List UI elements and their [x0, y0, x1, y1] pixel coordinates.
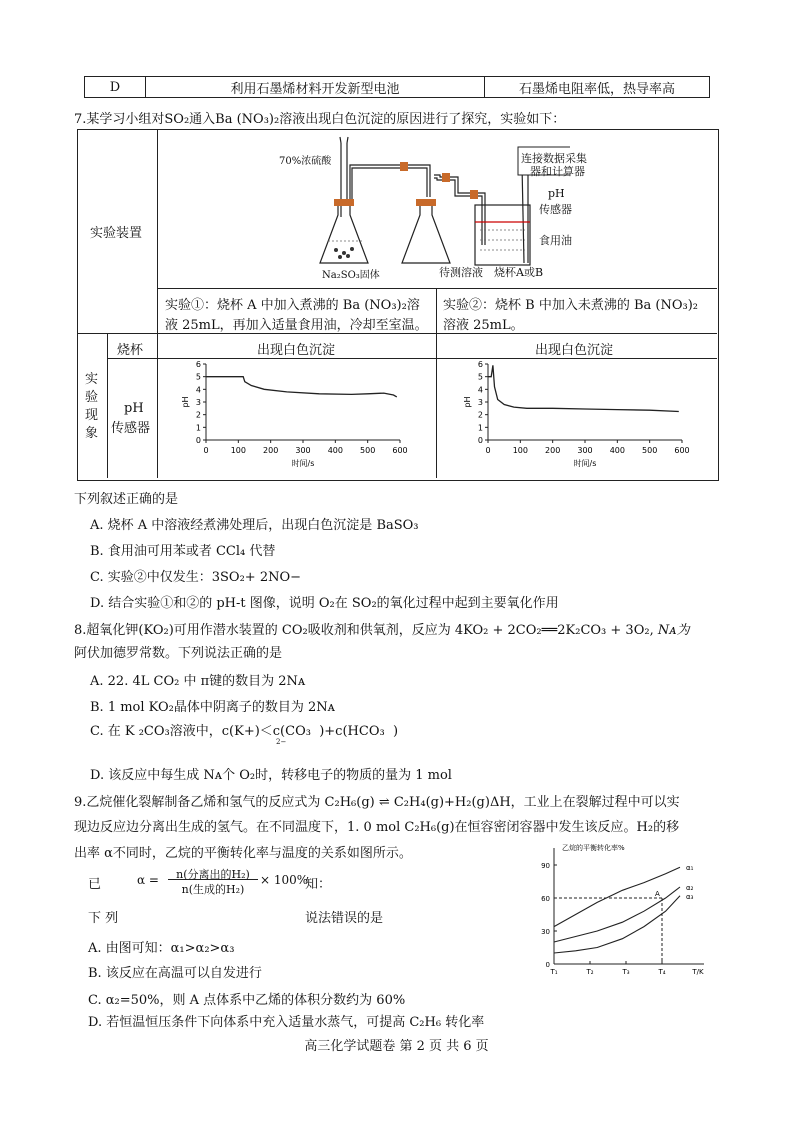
conversion-chart [530, 838, 715, 978]
q7-stem: 7.某学习小组对SO₂通入Ba (NO₃)₂溶液出现白色沉淀的原因进行了探究，实验如下： [74, 112, 566, 127]
y-tick-label: 90 [541, 862, 550, 870]
y-axis-label: pH [181, 396, 190, 408]
q9-option-c: C. α₂=50%，则 A 点体系中乙烯的体积分数约为 60% [88, 993, 406, 1008]
phen-label-3: 现 [85, 408, 99, 423]
series-line [488, 365, 679, 411]
formula-tail: × 100% [260, 873, 309, 887]
sensor-label-1: pH [124, 401, 144, 416]
formula-num: n(分离出的H₂) [176, 868, 250, 881]
point-a-label: A [655, 890, 660, 898]
collector-label-2: 器和计算器 [530, 165, 585, 178]
x-axis-label: 时间/s [291, 459, 315, 468]
x-tick-label: 200 [263, 446, 279, 455]
x-tick-label: 200 [545, 446, 561, 455]
y-tick-label: 4 [477, 385, 483, 395]
x-tick-label: T₃ [622, 968, 630, 976]
y-tick-label: 1 [195, 423, 201, 433]
x-tick-label: 300 [577, 446, 593, 455]
oil-label: 食用油 [539, 234, 572, 247]
beaker-col-label: 烧杯 [117, 343, 144, 358]
ph-chart-b [462, 358, 702, 476]
q8-option-c-sup: 2− [276, 738, 287, 746]
phen-label-1: 实 [85, 372, 99, 387]
q7-option-b: B. 食用油可用苯或者 CCl₄ 代替 [90, 544, 276, 559]
q8-option-d: D. 该反应中每生成 Nᴀ个 O₂时，转移电子的物质的量为 1 mol [90, 768, 452, 783]
y-tick-label: 2 [195, 410, 201, 420]
q9-question-post: 说法错误的是 [305, 911, 384, 926]
x-tick-label: 400 [327, 446, 343, 455]
y-tick-label: 5 [477, 372, 483, 382]
q7-option-a: A. 烧杯 A 中溶液经煮沸处理后，出现白色沉淀是 BaSO₃ [90, 518, 419, 533]
x-tick-label: 600 [674, 446, 690, 455]
beaker-ab-label: 烧杯A或B [494, 266, 544, 279]
ph-label-1: pH [548, 187, 565, 200]
x-tick-label: 600 [392, 446, 408, 455]
y-tick-label: 5 [195, 372, 201, 382]
sensor-label-2: 传感器 [111, 421, 151, 436]
x-tick-label: T₁ [550, 968, 558, 976]
q9-option-b: B. 该反应在高温可以自发进行 [88, 966, 262, 981]
known-pre: 已 [88, 877, 102, 892]
x-tick-label: T/K [692, 968, 704, 976]
option-table-row-d [84, 76, 710, 98]
y-tick-label: 3 [477, 398, 483, 407]
x-axis-label: 时间/s [573, 459, 597, 468]
q9-stem-2: 现边反应边分离出生成的氢气。在不同温度下，1. 0 mol C₂H₆(g)在恒容密闭容器中发生该反应。H₂的移 [74, 820, 680, 835]
ph-chart-a [180, 358, 420, 476]
exp2-line2: 溶液 25mL。 [443, 318, 524, 333]
formula-den: n(生成的H₂) [181, 883, 245, 896]
q8-option-b: B. 1 mol KO₂晶体中阴离子的数目为 2Nᴀ [90, 700, 336, 715]
apparatus-label: 实验装置 [90, 226, 143, 241]
q7-option-d: D. 结合实验①和②的 pH-t 图像，说明 O₂在 SO₂的氧化过程中起到主要氧化作用 [90, 596, 559, 611]
solution-label: 待测溶液 [439, 266, 483, 279]
page-footer: 高三化学试题卷 第 2 页 共 6 页 [304, 1039, 489, 1054]
row-reason: 石墨烯电阻率低，热导率高 [485, 77, 710, 98]
ph-label-2: 传感器 [539, 203, 572, 216]
phen-label-4: 象 [85, 426, 99, 441]
row-content: 利用石墨烯材料开发新型电池 [146, 77, 485, 98]
q9-option-d: D. 若恒温恒压条件下向体系中充入适量水蒸气，可提高 C₂H₆ 转化率 [88, 1015, 485, 1030]
q8-stem-1: 8.超氧化钾(KO₂)可用作潜水装置的 CO₂吸收剂和供氧剂，反应为 4KO₂ + 2CO₂══2K₂CO₃ + 3O₂, Nᴀ为 [74, 623, 690, 638]
exp2-line1: 实验②：烧杯 B 中加入未煮沸的 Ba (NO₃)₂ [443, 298, 698, 313]
phen-label-2: 验 [85, 390, 99, 405]
row-label: D [85, 77, 146, 98]
y-tick-label: 1 [477, 423, 483, 433]
q8-option-a: A. 22. 4L CO₂ 中 π键的数目为 2Nᴀ [90, 674, 306, 689]
result-b: 出现白色沉淀 [535, 343, 614, 358]
x-tick-label: 100 [230, 446, 246, 455]
series-label-2: α₂ [686, 884, 694, 892]
x-tick-label: 0 [485, 446, 491, 455]
x-tick-label: 0 [203, 446, 209, 455]
y-tick-label: 0 [545, 961, 550, 969]
y-tick-label: 0 [195, 436, 201, 445]
exp1-line1: 实验①：烧杯 A 中加入煮沸的 Ba (NO₃)₂溶 [165, 298, 420, 313]
y-tick-label: 6 [477, 360, 483, 369]
series-label-1: α₁ [686, 864, 694, 873]
formula-lhs: α = [137, 873, 159, 887]
q9-stem-1: 9.乙烷催化裂解制备乙烯和氢气的反应式为 C₂H₆(g) ⇌ C₂H₄(g)+H₂(g)ΔH，工业上在裂解过程中可以实 [74, 795, 680, 810]
q7-question: 下列叙述正确的是 [74, 492, 179, 507]
x-tick-label: 500 [642, 446, 658, 455]
series-label-3: α₃ [686, 892, 694, 901]
exp1-line2: 液 25mL，再加入适量食用油，冷却至室温。 [165, 318, 428, 333]
q7-option-c: C. 实验②中仅发生：3SO₂+ 2NO− [90, 570, 302, 585]
q8-stem-2: 阿伏加德罗常数。下列说法正确的是 [74, 646, 283, 661]
solid-label: Na₂SO₃固体 [322, 270, 380, 281]
collector-label-1: 连接数据采集 [521, 152, 587, 165]
known-post: 知： [305, 877, 332, 892]
x-tick-label: 300 [295, 446, 311, 455]
series-line-1 [554, 867, 680, 926]
q9-stem-3: 出率 α不同时，乙烷的平衡转化率与温度的关系如图所示。 [74, 846, 412, 861]
series-line [206, 377, 397, 397]
result-a: 出现白色沉淀 [257, 343, 336, 358]
q9-question-pre: 下 列 [88, 911, 119, 926]
x-tick-label: 400 [609, 446, 625, 455]
y-axis-label: pH [463, 396, 472, 408]
acid-label: 70%浓硫酸 [279, 156, 332, 167]
x-tick-label: T₂ [586, 968, 594, 976]
y-tick-label: 3 [195, 398, 201, 407]
q8-option-c: C. 在 K ₂CO₃溶液中，c(K+)＜c(CO₃ )+c(HCO₃ ) [90, 724, 399, 739]
x-tick-label: 100 [512, 446, 528, 455]
y-tick-label: 2 [477, 410, 483, 420]
q9-option-a: A. 由图可知：α₁>α₂>α₃ [88, 941, 235, 956]
y-tick-label: 0 [477, 436, 483, 445]
y-tick-label: 4 [195, 385, 201, 395]
y-tick-label: 6 [195, 360, 201, 369]
x-tick-label: T₄ [658, 968, 666, 976]
y-tick-label: 60 [541, 895, 550, 903]
chart-title: 乙烷的平衡转化率% [562, 844, 625, 852]
y-tick-label: 30 [541, 928, 550, 936]
x-tick-label: 500 [360, 446, 376, 455]
